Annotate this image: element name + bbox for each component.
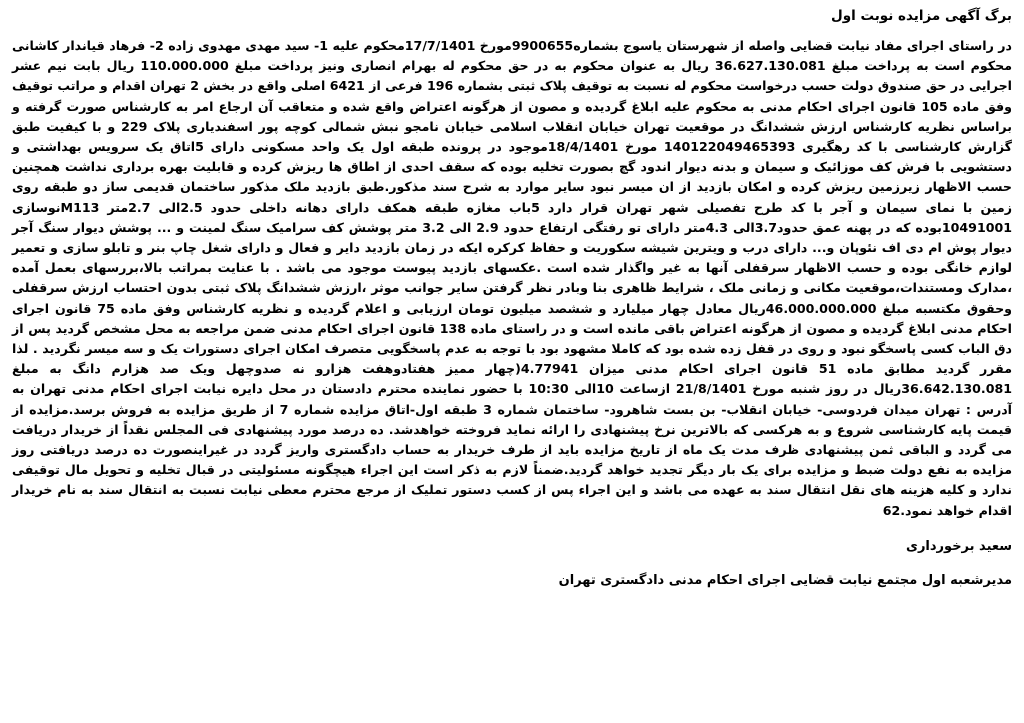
signer-name: سعید برخورداری [906,538,1012,554]
notice-body: در راستای اجرای مفاد نیابت قضایی واصله از شهرستان یاسوج بشماره9900655مورخ 17/7/1401محکوم علیه 1- سید مهدی مهدوی زاده 2- فرهاد قیاندار کاشانی محکوم است به پرداخت مبلغ 36.627.130.081 ریال به عنوان محکوم به در حق محکوم له بهرام انصاری ونیز پرداخت مبلغ 110.000.000 ریال بابت نیم عشر اجرایی در حق صندوق دولت حسب درخواست محکوم له نسبت به توقیف پلاک ثبتی بشماره 196 فرعی از 6421 اصلی واقع در بخش 2 تهران اقدام و مراتب توقیف وفق ماده 105 قانون اجرای احکام مدنی به محکوم علیه ابلاغ گردیده و مصون از هرگونه اعتراض واقع شده و متعاقب آن ارجاع امر به کارشناس صورت گرفته و براساس نظریه کارشناس ارزش ششدانگ در موقعیت تهران خیابان انقلاب اسلامی خیابان نامجو نبش شمالی کوچه پور اسفندیاری پلاک 229 و با کیفیت طبق گزارش کارشناسی با کد رهگیری 140122049465393 مورخ 18/4/1401موجود در پرونده طبقه اول یک واحد مسکونی دارای 5اتاق یک سرویس بهداشتی و دستشویی با فرش کف موزائیک و سیمان و بدنه دیوار اندود گچ بصورت تخلیه بوده که سقف احدی از اطاق ها ریزش کرده و قابلیت بهره برداری نداشت همچنین حسب الاظهار زیرزمین ریزش کرده و امکان بازدید از ان میسر نبود سایر موارد به شرح سند مذکور.طبق بازدید ملک مذکور ساختمان قدیمی ساز دو طبقه روی زمین با نمای سیمان و آجر با کد طرح تفصیلی شهر تهران قرار دارد 5باب مغازه طبقه همکف دارای دهانه داخلی حدود 2.5الی 2.7متر M113نوسازی 10491001بوده که در پهنه عمق حدود3.7الی 4.3متر دارای تو رفتگی ارتفاع حدود 2.9 الی 3.2 متر پوشش کف سرامیک سنگ لمینت و ... پوشش دیوار سنگ آجر دیوار پوش ام دی اف نئوپان و... دارای درب و ویترین شیشه سکوریت و حفاظ کرکره ایکه در زمان بازدید دایر و فعال و دارای شغل چاپ بنر و تابلو سازی و تعمیر لوازم خانگی بوده و حسب الاظهار سرقفلی آنها به غیر واگذار شده است .عکسهای بازدید پیوست موجود می باشد . با عنایت بمراتب بالا،بررسهای بعمل آمده ،مدارک ومستندات،موقعیت مکانی و زمانی ملک ، شرایط ظاهری بنا وبادر نظر گرفتن سایر جوانب موثر ،ارزش ششدانگ پلاک ثبتی بدون احتساب ارزش سرقفلی وحقوق مکتسبه مبلغ 46.000.000.000ریال معادل چهار میلیارد و ششصد میلیون تومان ارزیابی و اعلام گردیده و نظریه کارشناس وفق ماده 75 قانون اجرای احکام مدنی ابلاغ گردیده و مصون از هرگونه اعتراض باقی مانده است و در راستای ماده 138 قانون اجرای احکام مدنی ضمن مراجعه به محل مشخص گردید پس از دق الباب کسی پاسخگو نبود و روی در قفل زده شده بود که کاملا مشهود بود با توجه به عدم پاسخگویی متصرف امکان اجرای دستورات یک و سه میسر نگردید . لذا مقرر گردید مطابق ماده 51 قانون اجرای احکام مدنی میزان 4.77941(چهار ممیز هفتادوهفت هزارو نه صدوچهل ویک صد هزارم دانگ به مبلغ 36.642.130.081ریال در روز شنبه مورخ 21/8/1401 ازساعت 10الی 10:30 با حضور نماینده محترم دادستان در محل دایره نیابت اجرای احکام مدنی تهران به آدرس : تهران میدان فردوسی- خیابان انقلاب- بن بست شاهرود- ساختمان شماره 3 طبقه اول-اتاق مزایده شماره 7 از طریق مزایده به فروش برسد.مزایده از قیمت پایه کارشناسی شروع و به هرکسی که بالاترین نرخ پیشنهادی را ارائه نماید فروخته خواهدشد. ده درصد مورد پیشنهادی فی المجلس نقداً از خریدار دریافت می گردد و الباقی ثمن پیشنهادی ظرف مدت یک ماه از تاریخ مزایده باید از طرف خریدار به حساب دادگستری واریز گردد در غیراینصورت ده درصد دریافتی روز مزایده به نفع دولت ضبط و مزایده برای یک بار دیگر تجدید خواهد گردید.ضمناً لازم به ذکر است این اجراء هیچگونه مسئولیتی در قبال تخلیه و تحویل مال توقیفی ندارد و کلیه هزینه های نقل انتقال سند به عهده می باشد و این اجراء پس از کسب دستور تملیک از مرجع محترم معطی نیابت نسبت به انتقال سند به نام خریدار اقدام خواهد نمود.62 [12,38,1013,518]
auction-notice [12,6,1012,719]
notice-title: برگ آگهی مزایده نوبت اول [831,8,1012,24]
signer-title: مدیرشعبه اول مجتمع نیابت قضایی اجرای احکام مدنی دادگستری تهران [558,572,1012,588]
